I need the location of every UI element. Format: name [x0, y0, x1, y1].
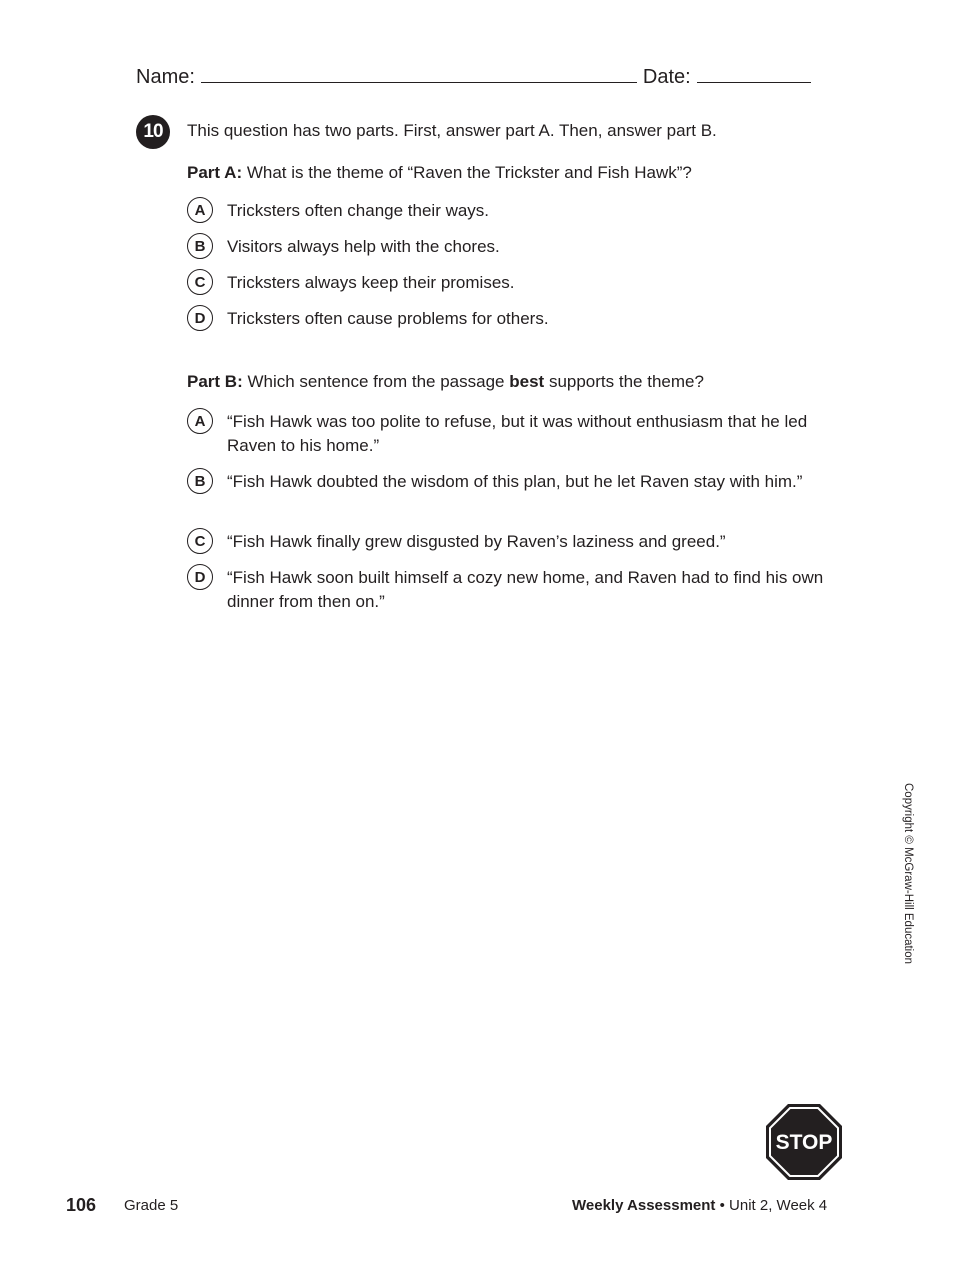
question-intro: This question has two parts. First, answer part A. Then, answer part B.: [187, 121, 717, 140]
name-date-line: [136, 64, 811, 89]
question-number-badge: 10: [136, 115, 170, 149]
part-b-prompt-end: supports the theme?: [548, 372, 704, 391]
footer-separator: •: [719, 1197, 725, 1214]
option-bubble[interactable]: D: [187, 305, 213, 331]
date-field[interactable]: [697, 64, 811, 83]
part-b-heading: [187, 372, 704, 392]
unit-week: Unit 2, Week 4: [729, 1197, 828, 1214]
page-number: 106: [66, 1195, 97, 1215]
stop-sign-text: STOP: [775, 1131, 833, 1154]
part-b-option-a[interactable]: [187, 410, 847, 457]
option-text: Tricksters always keep their promises.: [227, 273, 515, 292]
part-b-prompt-emphasis: best: [509, 372, 545, 391]
option-bubble[interactable]: C: [187, 528, 213, 554]
part-a-label: Part A:: [187, 163, 243, 182]
part-b-option-b[interactable]: [187, 470, 847, 494]
part-b-option-d[interactable]: [187, 566, 847, 613]
part-a-option-d[interactable]: [187, 307, 847, 331]
option-bubble[interactable]: A: [187, 408, 213, 434]
name-label: Name:: [136, 66, 195, 88]
option-text: “Fish Hawk finally grew disgusted by Raven’s laziness and greed.”: [227, 532, 726, 551]
name-field[interactable]: [201, 64, 637, 83]
option-bubble[interactable]: B: [187, 233, 213, 259]
assessment-info: [572, 1197, 827, 1214]
option-text: Tricksters often change their ways.: [227, 201, 490, 220]
option-bubble[interactable]: A: [187, 197, 213, 223]
option-text: Tricksters often cause problems for others.: [227, 309, 549, 328]
option-text: “Fish Hawk was too polite to refuse, but it was without enthusiasm that he led Raven to his home.”: [227, 412, 808, 455]
option-bubble[interactable]: D: [187, 564, 213, 590]
grade-label: Grade 5: [124, 1197, 179, 1214]
date-label: Date:: [642, 66, 691, 88]
copyright-notice: Copyright © McGraw-Hill Education: [902, 783, 914, 965]
option-text: Visitors always help with the chores.: [227, 237, 500, 256]
part-b-prompt-start: Which sentence from the passage: [247, 372, 505, 391]
part-a-prompt: What is the theme of “Raven the Trickster and Fish Hawk”?: [246, 163, 692, 182]
part-b-label: Part B:: [187, 372, 243, 391]
option-bubble[interactable]: C: [187, 269, 213, 295]
part-a-option-b[interactable]: [187, 235, 847, 259]
option-text: “Fish Hawk doubted the wisdom of this plan, but he let Raven stay with him.”: [227, 472, 803, 491]
assessment-title: Weekly Assessment: [572, 1197, 716, 1214]
part-a-option-a[interactable]: [187, 199, 847, 223]
part-b-option-c[interactable]: [187, 530, 847, 554]
part-a-heading: [187, 163, 692, 183]
option-text: “Fish Hawk soon built himself a cozy new home, and Raven had to find his own dinner from then on.”: [227, 568, 824, 611]
option-bubble[interactable]: B: [187, 468, 213, 494]
stop-sign-icon: [765, 1103, 843, 1181]
part-a-option-c[interactable]: [187, 271, 847, 295]
